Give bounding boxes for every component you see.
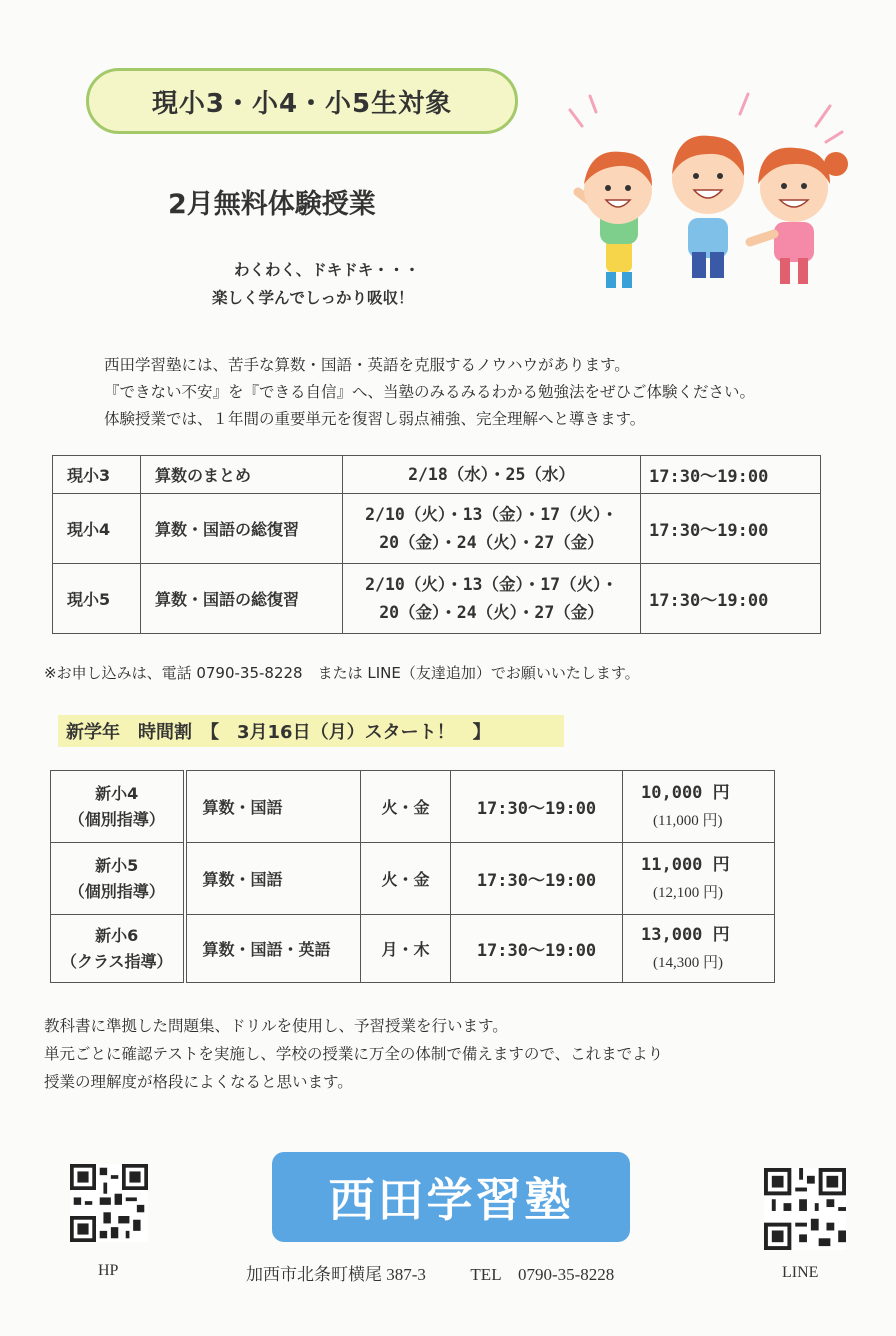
time-cell: 17:30〜19:00	[641, 456, 821, 494]
subject-cell: 算数・国語	[185, 843, 361, 915]
subject-cell: 算数・国語・英語	[185, 915, 361, 983]
grade-cell: 現小5	[53, 564, 141, 634]
outro-text	[44, 1012, 663, 1096]
outro-line: 単元ごとに確認テストを実施し、学校の授業に万全の体制で備えますので、これまでより	[44, 1045, 664, 1063]
line-label: LINE	[782, 1264, 819, 1281]
tagline-2: 楽しく学んでしっかり吸収！	[212, 289, 414, 307]
time-cell: 17:30〜19:00	[451, 915, 623, 983]
dates-cell: 2/10（火）・13（金）・17（火）・ 20（金）・24（火）・27（金）	[343, 564, 641, 634]
subject-cell: 算数のまとめ	[141, 456, 343, 494]
grade-cell: 新小6 （クラス指導）	[51, 915, 185, 983]
school-logo: 西田学習塾	[272, 1152, 630, 1242]
tagline-1: わくわく、ドキドキ・・・	[234, 261, 420, 279]
price-cell: 13,000 円 (14,300 円)	[623, 915, 775, 983]
table-row	[51, 843, 775, 915]
dates-cell: 2/18（水）・25（水）	[343, 456, 641, 494]
table-row	[53, 564, 821, 634]
table-row	[51, 771, 775, 843]
intro-text	[104, 352, 755, 433]
grade-cell: 新小5 （個別指導）	[51, 843, 185, 915]
subject-cell: 算数・国語の総復習	[141, 494, 343, 564]
address-line	[246, 1260, 614, 1285]
new-schedule-table	[50, 770, 775, 983]
trial-schedule-table	[52, 455, 821, 634]
application-note: ※お申し込みは、電話 0790-35-8228 または LINE（友達追加）でお願いいたします。	[44, 664, 640, 682]
intro-line: 西田学習塾には、苦手な算数・国語・英語を克服するノウハウがあります。	[104, 356, 630, 374]
dates-cell: 2/10（火）・13（金）・17（火）・ 20（金）・24（火）・27（金）	[343, 494, 641, 564]
outro-line: 教科書に準拠した問題集、ドリルを使用し、予習授業を行います。	[44, 1017, 508, 1035]
price-cell: 11,000 円 (12,100 円)	[623, 843, 775, 915]
line-qr-code-icon[interactable]	[764, 1168, 846, 1250]
page-title: 2月無料体験授業	[168, 189, 376, 220]
intro-line: 『できない不安』を『できる自信』へ、当塾のみるみるわかる勉強法をぜひご体験ください。	[104, 383, 756, 401]
table-row	[53, 494, 821, 564]
telephone: TEL 0790-35-8228	[470, 1265, 615, 1284]
hp-label: HP	[98, 1262, 119, 1279]
days-cell: 月・木	[361, 915, 451, 983]
time-cell: 17:30〜19:00	[641, 494, 821, 564]
table-row	[51, 915, 775, 983]
children-illustration	[560, 92, 860, 302]
target-badge: 現小3・小4・小5生対象	[86, 68, 518, 134]
days-cell: 火・金	[361, 771, 451, 843]
grade-cell: 現小3	[53, 456, 141, 494]
outro-line: 授業の理解度が格段によくなると思います。	[44, 1073, 353, 1091]
new-schedule-heading: 新学年 時間割 【 3月16日（月）スタート！ 】	[58, 715, 564, 747]
time-cell: 17:30〜19:00	[451, 771, 623, 843]
hp-qr-code-icon[interactable]	[70, 1164, 148, 1242]
time-cell: 17:30〜19:00	[641, 564, 821, 634]
table-row	[53, 456, 821, 494]
days-cell: 火・金	[361, 843, 451, 915]
intro-line: 体験授業では、１年間の重要単元を復習し弱点補強、完全理解へと導きます。	[104, 410, 646, 428]
price-cell: 10,000 円 (11,000 円)	[623, 771, 775, 843]
subject-cell: 算数・国語の総復習	[141, 564, 343, 634]
grade-cell: 新小4 （個別指導）	[51, 771, 185, 843]
subject-cell: 算数・国語	[185, 771, 361, 843]
address: 加西市北条町横尾 387-3	[246, 1265, 426, 1284]
grade-cell: 現小4	[53, 494, 141, 564]
time-cell: 17:30〜19:00	[451, 843, 623, 915]
